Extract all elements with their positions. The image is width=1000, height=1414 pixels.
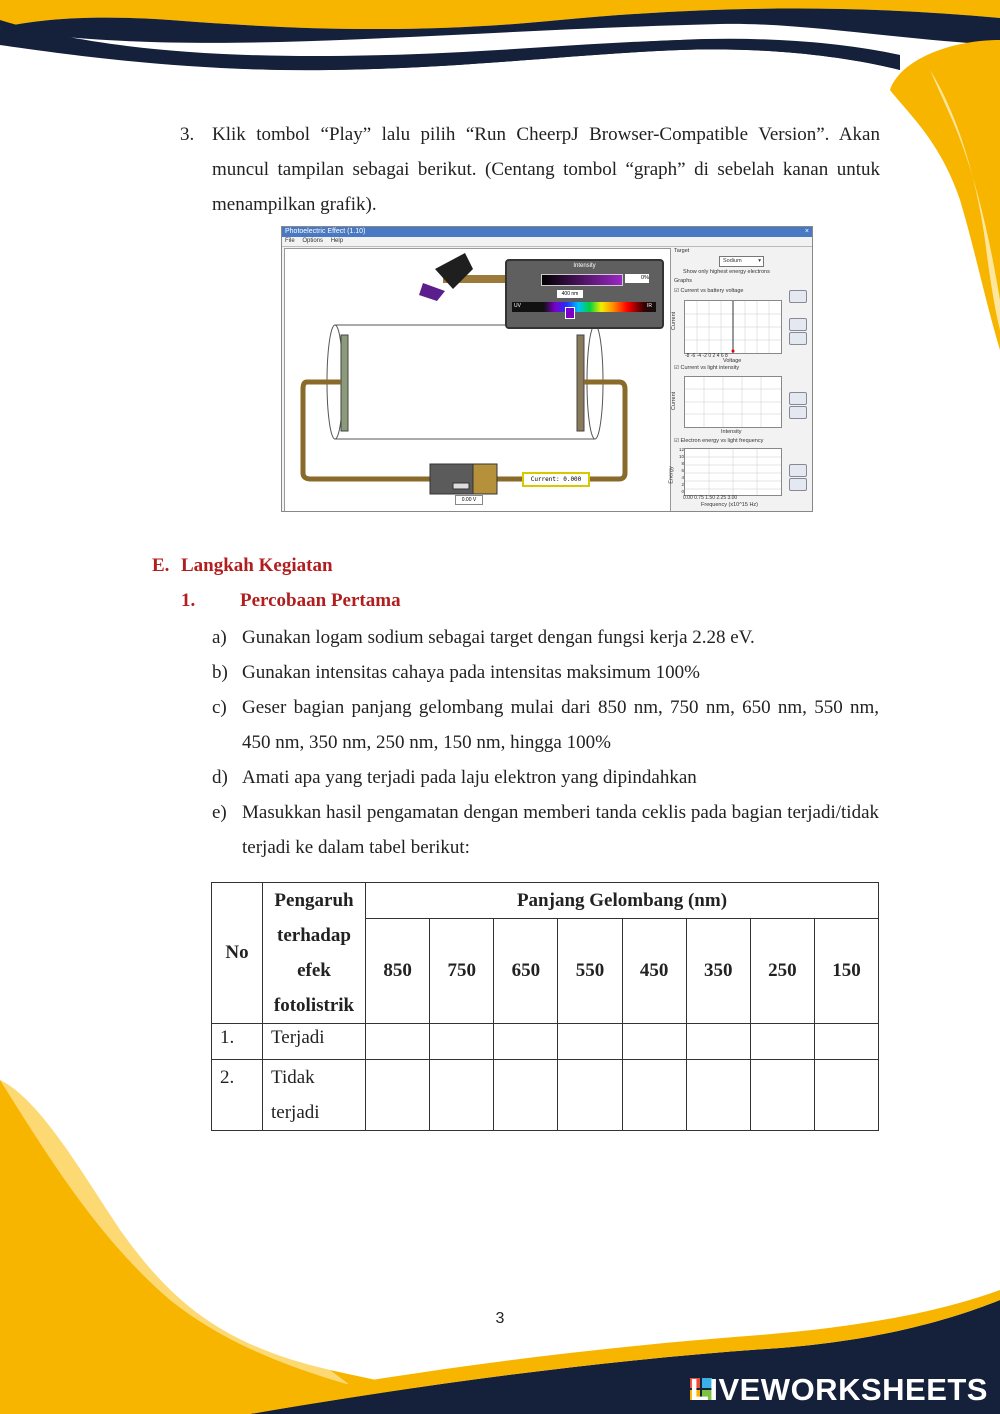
check-cell[interactable] xyxy=(622,1024,686,1060)
wavelength-header: 450 xyxy=(622,919,686,1024)
table-header-row xyxy=(212,883,879,919)
chevron-down-icon: ▾ xyxy=(758,258,761,264)
check-cell[interactable] xyxy=(750,1060,814,1131)
voltage-readout[interactable]: 0.00 V xyxy=(455,495,483,505)
observation-table xyxy=(211,882,879,1131)
graph2-grid xyxy=(685,377,781,427)
step-3 xyxy=(180,117,880,222)
menu-help: Help xyxy=(330,238,344,244)
step-3-number: 3. xyxy=(180,124,195,145)
row-effect: Terjadi xyxy=(263,1024,366,1060)
check-cell[interactable] xyxy=(430,1060,494,1131)
list-item-label: c) xyxy=(212,697,227,718)
target-select[interactable] xyxy=(719,256,764,267)
simulation-screenshot xyxy=(281,226,813,512)
check-cell[interactable] xyxy=(430,1024,494,1060)
list-item xyxy=(212,655,879,690)
intensity-label: Intensity xyxy=(573,263,596,269)
section-e-heading xyxy=(152,555,333,577)
check-cell[interactable] xyxy=(366,1060,430,1131)
target-select-value: Sodium xyxy=(723,258,742,264)
row-no: 1. xyxy=(212,1024,263,1060)
wavelength-header: 850 xyxy=(366,919,430,1024)
check-cell[interactable] xyxy=(558,1060,622,1131)
graph3-y-tick: 12 xyxy=(678,447,684,452)
check-cell[interactable] xyxy=(366,1024,430,1060)
graph3-grid xyxy=(685,449,781,495)
close-icon: × xyxy=(804,228,809,235)
wavelength-header: 650 xyxy=(494,919,558,1024)
zoom-in-button[interactable] xyxy=(789,392,807,405)
list-item-text: Gunakan intensitas cahaya pada intensitas maksimum 100% xyxy=(242,662,700,683)
wavelength-header: 550 xyxy=(558,919,622,1024)
subsection-title: Percobaan Pertama xyxy=(240,590,401,611)
graph2-ylabel: Current xyxy=(671,391,678,411)
check-cell[interactable] xyxy=(622,1060,686,1131)
subsection-heading xyxy=(181,590,401,612)
graph3-x-ticks: 0.00 0.75 1.50 2.25 3.00 xyxy=(683,495,738,501)
graph1-checkbox[interactable]: ☑ Current vs battery voltage xyxy=(674,288,744,294)
list-item-text: Amati apa yang terjadi pada laju elektron yang dipindahkan xyxy=(242,767,697,788)
col-wavelength-header: Panjang Gelombang (nm) xyxy=(366,883,879,919)
check-cell[interactable] xyxy=(494,1024,558,1060)
zoom-out-button[interactable] xyxy=(789,478,807,491)
uv-label: UV xyxy=(514,303,521,309)
page-number: 3 xyxy=(495,1310,505,1327)
camera-button[interactable] xyxy=(789,290,807,303)
sim-menubar xyxy=(282,237,812,247)
wavelength-header: 750 xyxy=(430,919,494,1024)
section-e-title: Langkah Kegiatan xyxy=(181,555,333,576)
table-row xyxy=(212,1024,879,1060)
graph1-plot xyxy=(684,300,782,354)
check-cell[interactable] xyxy=(814,1060,878,1131)
graph3-y-tick: 10 xyxy=(678,454,684,459)
row-effect: Tidak terjadi xyxy=(263,1060,366,1131)
zoom-out-button[interactable] xyxy=(789,406,807,419)
intensity-slider[interactable] xyxy=(541,274,623,286)
target-label: Target xyxy=(674,248,690,254)
graph3-plot xyxy=(684,448,782,496)
wavelength-header: 250 xyxy=(750,919,814,1024)
graph3-y-tick: 6 xyxy=(681,468,684,473)
ir-label: IR xyxy=(647,303,652,309)
list-item-label: a) xyxy=(212,627,227,648)
sim-canvas xyxy=(284,248,671,512)
graphs-label: Graphs xyxy=(674,278,693,284)
wavelength-spectrum-slider[interactable] xyxy=(512,302,656,312)
current-readout: Current: 0.000 xyxy=(522,472,590,487)
col-effect-header: Pengaruh terhadap efek fotolistrik xyxy=(263,883,366,1024)
graph1-grid xyxy=(685,301,781,353)
lamp-icon xyxy=(419,253,511,301)
zoom-in-button[interactable] xyxy=(789,318,807,331)
list-item xyxy=(212,795,879,865)
row-no: 2. xyxy=(212,1060,263,1131)
list-item xyxy=(212,760,879,795)
step-3-text: Klik tombol “Play” lalu pilih “Run CheerpJ Browser-Compatible Version”. Akan muncul tampilan sebagai berikut. (Centang tombol “graph” di sebelah kanan untuk menampilkan grafik). xyxy=(212,124,880,215)
graph3-y-tick: 2 xyxy=(681,482,684,487)
graph3-xlabel: Frequency (x10^15 Hz) xyxy=(701,502,758,508)
check-cell[interactable] xyxy=(686,1024,750,1060)
only-highest-checkbox-label[interactable]: Show only highest energy electrons xyxy=(683,269,770,275)
graph3-ylabel: Energy xyxy=(668,466,675,484)
graph3-y-tick: 8 xyxy=(681,461,684,466)
list-item-label: d) xyxy=(212,767,228,788)
sim-titlebar xyxy=(282,227,812,237)
list-item-label: e) xyxy=(212,802,227,823)
graph1-ylabel: Current xyxy=(671,311,678,331)
subsection-number: 1. xyxy=(181,590,196,611)
wavelength-value[interactable]: 400 nm xyxy=(557,290,583,298)
graph1-xlabel: Voltage xyxy=(723,358,742,364)
col-no-header: No xyxy=(212,883,263,1024)
list-item xyxy=(212,690,879,760)
check-cell[interactable] xyxy=(558,1024,622,1060)
graph1-x-ticks: -8 -6 -4 -2 0 2 4 6 8 xyxy=(685,353,728,359)
sim-control-panel xyxy=(668,248,811,510)
menu-options: Options xyxy=(302,238,324,244)
intensity-control-panel xyxy=(505,259,664,329)
graph3-y-tick: 4 xyxy=(681,475,684,480)
check-cell[interactable] xyxy=(494,1060,558,1131)
wavelength-slider-thumb[interactable] xyxy=(565,307,575,319)
intensity-value[interactable]: 0% xyxy=(625,274,649,283)
graph2-checkbox[interactable]: ☑ Current vs light intensity xyxy=(674,365,740,371)
graph2-plot xyxy=(684,376,782,428)
sim-window-title: Photoelectric Effect (1.10) xyxy=(285,228,366,235)
zoom-out-button[interactable] xyxy=(789,332,807,345)
graph3-y-ticks xyxy=(678,446,684,495)
list-item xyxy=(212,620,879,655)
menu-file: File xyxy=(285,238,295,244)
zoom-in-button[interactable] xyxy=(789,464,807,477)
step-list xyxy=(212,620,879,865)
graph3-y-tick: 0 xyxy=(681,489,684,494)
wavelength-header: 350 xyxy=(686,919,750,1024)
check-cell[interactable] xyxy=(750,1024,814,1060)
graph1-label: Current vs battery voltage xyxy=(680,288,744,294)
liveworksheets-brand[interactable]: LIVEWORKSHEETS xyxy=(689,1372,988,1407)
graph2-label: Current vs light intensity xyxy=(680,365,740,371)
list-item-text: Masukkan hasil pengamatan dengan memberi tanda ceklis pada bagian terjadi/tidak terjadi ke dalam tabel berikut: xyxy=(242,802,879,858)
graph3-checkbox[interactable]: ☑ Electron energy vs light frequency xyxy=(674,438,764,444)
section-e-letter: E. xyxy=(152,555,170,576)
check-cell[interactable] xyxy=(814,1024,878,1060)
table-row xyxy=(212,1060,879,1131)
graph3-label: Electron energy vs light frequency xyxy=(680,438,764,444)
list-item-text: Geser bagian panjang gelombang mulai dari 850 nm, 750 nm, 650 nm, 550 nm, 450 nm, 350 nm, 250 nm, 150 nm, hingga 100% xyxy=(242,697,879,753)
graph2-xlabel: Intensity xyxy=(721,429,742,435)
check-cell[interactable] xyxy=(686,1060,750,1131)
wavelength-header: 150 xyxy=(814,919,878,1024)
list-item-label: b) xyxy=(212,662,228,683)
list-item-text: Gunakan logam sodium sebagai target dengan fungsi kerja 2.28 eV. xyxy=(242,627,755,648)
